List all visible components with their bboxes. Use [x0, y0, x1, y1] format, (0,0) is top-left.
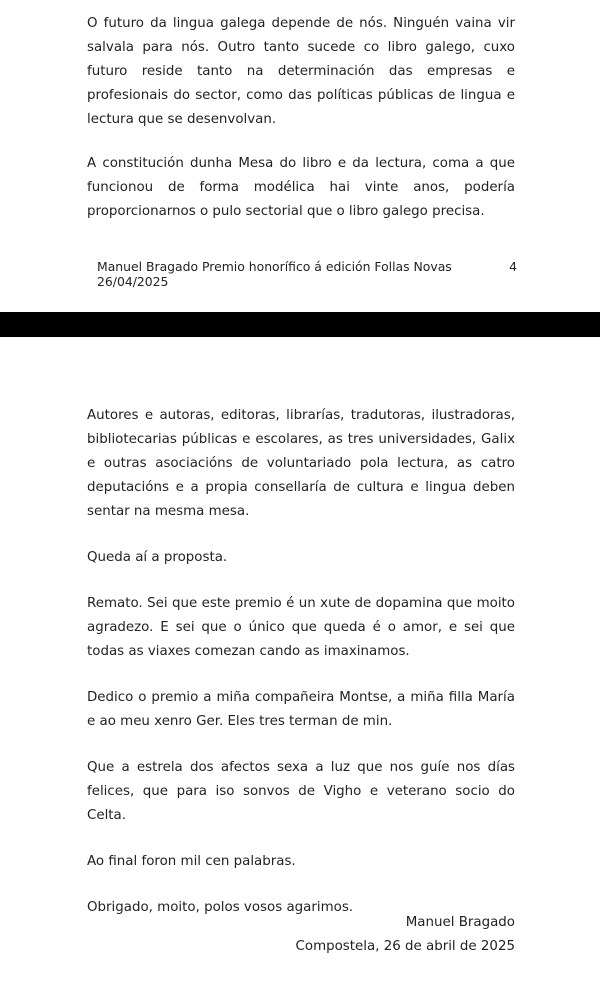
page-bottom-body: [87, 404, 515, 942]
document-page-bottom: [0, 337, 600, 1000]
page-footer: [97, 259, 517, 289]
paragraph: A constitución dunha Mesa do libro e da lectura, coma a que funcionou de forma modélica hai vinte anos, podería proporcionarnos o pulo sectorial que o libro galego precisa.: [87, 156, 515, 219]
paragraph: Remato. Sei que este premio é un xute de dopamina que moito agradezo. E sei que o único que queda é o amor, e sei que todas as viaxes comezan cando as imaxinamos.: [87, 596, 515, 659]
paragraph: Ao final foron mil cen palabras.: [87, 854, 296, 869]
footer-text: Manuel Bragado Premio honorífico á edición Follas Novas 26/04/2025: [97, 259, 452, 289]
signature-name: Manuel Bragado: [405, 915, 515, 930]
paragraph: Queda aí a proposta.: [87, 550, 228, 565]
document-page-top: [0, 0, 600, 312]
page-top-body: [87, 12, 515, 224]
paragraph: Obrigado, moito, polos vosos agarimos.: [87, 900, 354, 915]
paragraph: Que a estrela dos afectos sexa a luz que nos guíe nos días felices, que para iso sonvos de Vigho e veterano socio do Celta.: [87, 760, 515, 823]
page-number: 4: [509, 259, 517, 274]
paragraph: O futuro da lingua galega depende de nós. Ninguén vaina vir salvala para nós. Outro tanto sucede co libro galego, cuxo futuro reside tanto na determinación das empresas e profesionais do sector, como das políticas públicas de lingua e lectura que se desenvolvan.: [87, 16, 515, 127]
paragraph: Autores e autoras, editoras, librarías, tradutoras, ilustradoras, bibliotecarias públicas e escolares, as tres universidades, Galix e outras asociacións de voluntariado pola lectura, as catro deputacións e a propia consellaría de cultura e lingua deben sentar na mesma mesa.: [87, 408, 515, 519]
signature-place-date: Compostela, 26 de abril de 2025: [295, 939, 515, 954]
page-separator: [0, 312, 600, 337]
paragraph: Dedico o premio a miña compañeira Montse, a miña filla María e ao meu xenro Ger. Eles tres terman de min.: [87, 690, 515, 729]
signature-block: [296, 911, 515, 959]
